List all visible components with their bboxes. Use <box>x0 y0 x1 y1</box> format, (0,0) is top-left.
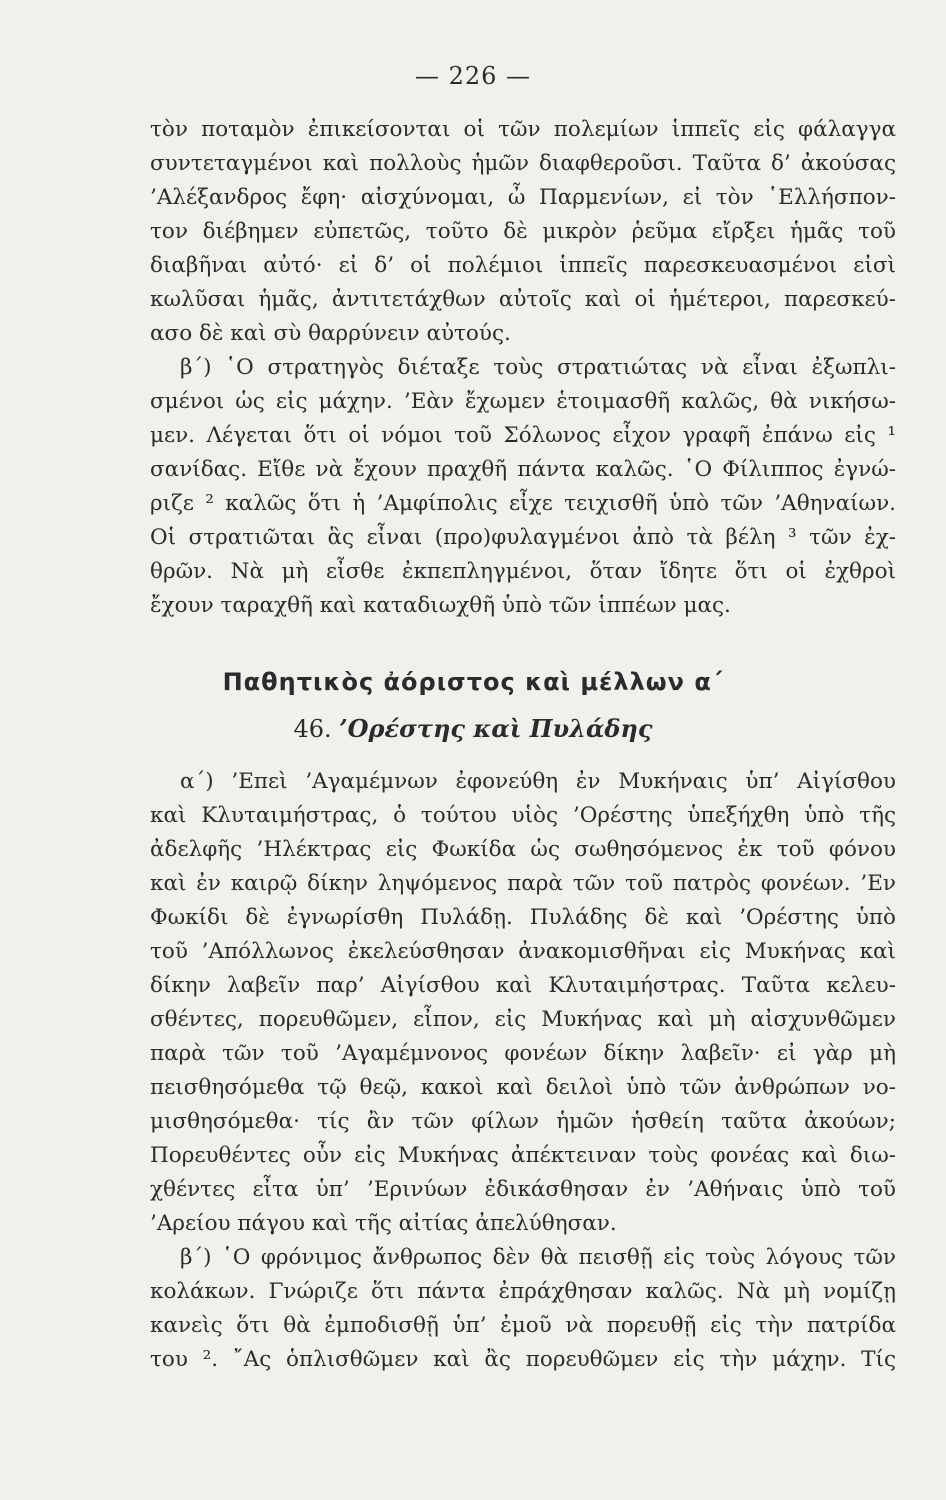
text-line: α΄) ’Επεὶ ’Αγαμέμνων ἐφονεύθη ἐν Μυκήναις ὑπ’ Αἰγίσθου <box>180 769 896 794</box>
text-line: κανεὶς ὅτι θὰ ἐμποδισθῇ ὑπ’ ἐμοῦ νὰ πορευθῇ εἰς τὴν πατρίδα <box>150 1313 896 1338</box>
text-line: διαβῆναι αὐτό· εἰ δ’ οἱ πολέμιοι ἱππεῖς παρεσκευασμένοι εἰσὶ <box>150 253 896 278</box>
exercise-title <box>0 714 946 743</box>
text-line: ἔχουν ταραχθῆ καὶ καταδιωχθῆ ὑπὸ τῶν ἱππέων μας. <box>150 593 731 618</box>
page-number: — 226 — <box>414 62 532 90</box>
text-line: Οἱ στρατιῶται ἃς εἶναι (προ)φυλαγμένοι ἀπὸ τὰ βέλη ³ τῶν ἐχ- <box>150 525 896 550</box>
text-line: καὶ Κλυταιμήστρας, ὁ τούτου υἱὸς ’Ορέστης ὑπεξήχθη ὑπὸ τῆς <box>150 803 896 828</box>
text-line: ἀδελφῆς ’Ηλέκτρας εἰς Φωκίδα ὡς σωθησόμενος ἐκ τοῦ φόνου <box>150 837 896 862</box>
text-line: μεν. Λέγεται ὅτι οἱ νόμοι τοῦ Σόλωνος εἶχον γραφῆ ἐπάνω εἰς ¹ <box>150 423 896 448</box>
text-line: πεισθησόμεθα τῷ θεῷ, κακοὶ καὶ δειλοὶ ὑπὸ τῶν ἀνθρώπων νο- <box>150 1075 896 1100</box>
text-line: ριζε ² καλῶς ὅτι ἡ ’Αμφίπολις εἶχε τειχισθῆ ὑπὸ τῶν ’Αθηναίων. <box>150 491 896 516</box>
text-line: σμένοι ὡς εἰς μάχην. ’Εὰν ἔχωμεν ἑτοιμασθῆ καλῶς, θὰ νικήσω- <box>150 389 896 414</box>
text-line: συντεταγμένοι καὶ πολλοὺς ἡμῶν διαφθεροῦσι. Ταῦτα δ’ ἀκούσας <box>150 151 896 176</box>
text-line: θρῶν. Νὰ μὴ εἶσθε ἐκπεπληγμένοι, ὅταν ἴδητε ὅτι οἱ ἐχθροὶ <box>150 559 896 584</box>
text-line: ασο δὲ καὶ σὺ θαρρύνειν αὐτούς. <box>150 321 511 346</box>
text-line: παρὰ τῶν τοῦ ’Αγαμέμνονος φονέων δίκην λαβεῖν· εἰ γὰρ μὴ <box>150 1041 896 1066</box>
exercise-number: 46. <box>293 715 332 743</box>
text-line: του ². ῎Ας ὁπλισθῶμεν καὶ ἂς πορευθῶμεν εἰς τὴν μάχην. Τίς <box>150 1347 896 1372</box>
text-line: κολάκων. Γνώριζε ὅτι πάντα ἐπράχθησαν καλῶς. Νὰ μὴ νομίζῃ <box>150 1279 896 1304</box>
text-line: Φωκίδι δὲ ἐγνωρίσθη Πυλάδῃ. Πυλάδης δὲ καὶ ’Ορέστης ὑπὸ <box>150 905 896 930</box>
text-line: Πορευθέντες οὖν εἰς Μυκήνας ἀπέκτειναν τοὺς φονέας καὶ διω- <box>150 1143 896 1168</box>
text-line: τον διέβημεν εὐπετῶς, τοῦτο δὲ μικρὸν ῥεῦμα εἴρξει ἡμᾶς τοῦ <box>150 219 896 244</box>
text-line: δίκην λαβεῖν παρ’ Αἰγίσθου καὶ Κλυταιμήστρας. Ταῦτα κελευ- <box>150 973 896 998</box>
text-line: σθέντες, πορευθῶμεν, εἶπον, εἰς Μυκήνας καὶ μὴ αἰσχυνθῶμεν <box>150 1007 896 1032</box>
text-line: κωλῦσαι ἡμᾶς, ἀντιτετάχθων αὐτοῖς καὶ οἱ ἡμέτεροι, παρεσκεύ- <box>150 287 896 312</box>
text-line: χθέντες εἶτα ὑπ’ ’Ερινύων ἐδικάσθησαν ἐν ’Αθήναις ὑπὸ τοῦ <box>150 1177 896 1202</box>
paragraph-block-1 <box>150 113 896 623</box>
text-line: ’Αλέξανδρος ἔφη· αἰσχύνομαι, ὦ Παρμενίων, εἰ τὸν ῾Ελλήσπον- <box>150 185 896 210</box>
text-line: τοῦ ’Απόλλωνος ἐκελεύσθησαν ἀνακομισθῆναι εἰς Μυκήνας καὶ <box>150 939 896 964</box>
text-line: καὶ ἐν καιρῷ δίκην ληψόμενος παρὰ τῶν τοῦ πατρὸς φονέων. ’Εν <box>150 871 896 896</box>
text-line: μισθησόμεθα· τίς ἂν τῶν φίλων ἡμῶν ἡσθείη ταῦτα ἀκούων; <box>150 1109 896 1134</box>
paragraph-block-2 <box>150 765 896 1377</box>
text-line: σανίδας. Εἴθε νὰ ἔχουν πραχθῆ πάντα καλῶς. ῾Ο Φίλιππος ἐγνώ- <box>150 457 896 482</box>
section-heading: Παθητικὸς ἀόριστος καὶ μέλλων α΄ <box>222 668 724 696</box>
text-line: τὸν ποταμὸν ἐπικείσονται οἱ τῶν πολεμίων ἱππεῖς εἰς φάλαγγα <box>150 117 896 142</box>
text-line: β΄) ῾Ο στρατηγὸς διέταξε τοὺς στρατιώτας νὰ εἶναι ἐξωπλι- <box>180 355 896 380</box>
text-line: β΄) ῾Ο φρόνιμος ἄνθρωπος δὲν θὰ πεισθῇ εἰς τοὺς λόγους τῶν <box>180 1245 896 1270</box>
text-line: ’Αρείου πάγου καὶ τῆς αἰτίας ἀπελύθησαν. <box>150 1211 617 1236</box>
exercise-name: ’Ορέστης καὶ Πυλάδης <box>339 714 653 743</box>
